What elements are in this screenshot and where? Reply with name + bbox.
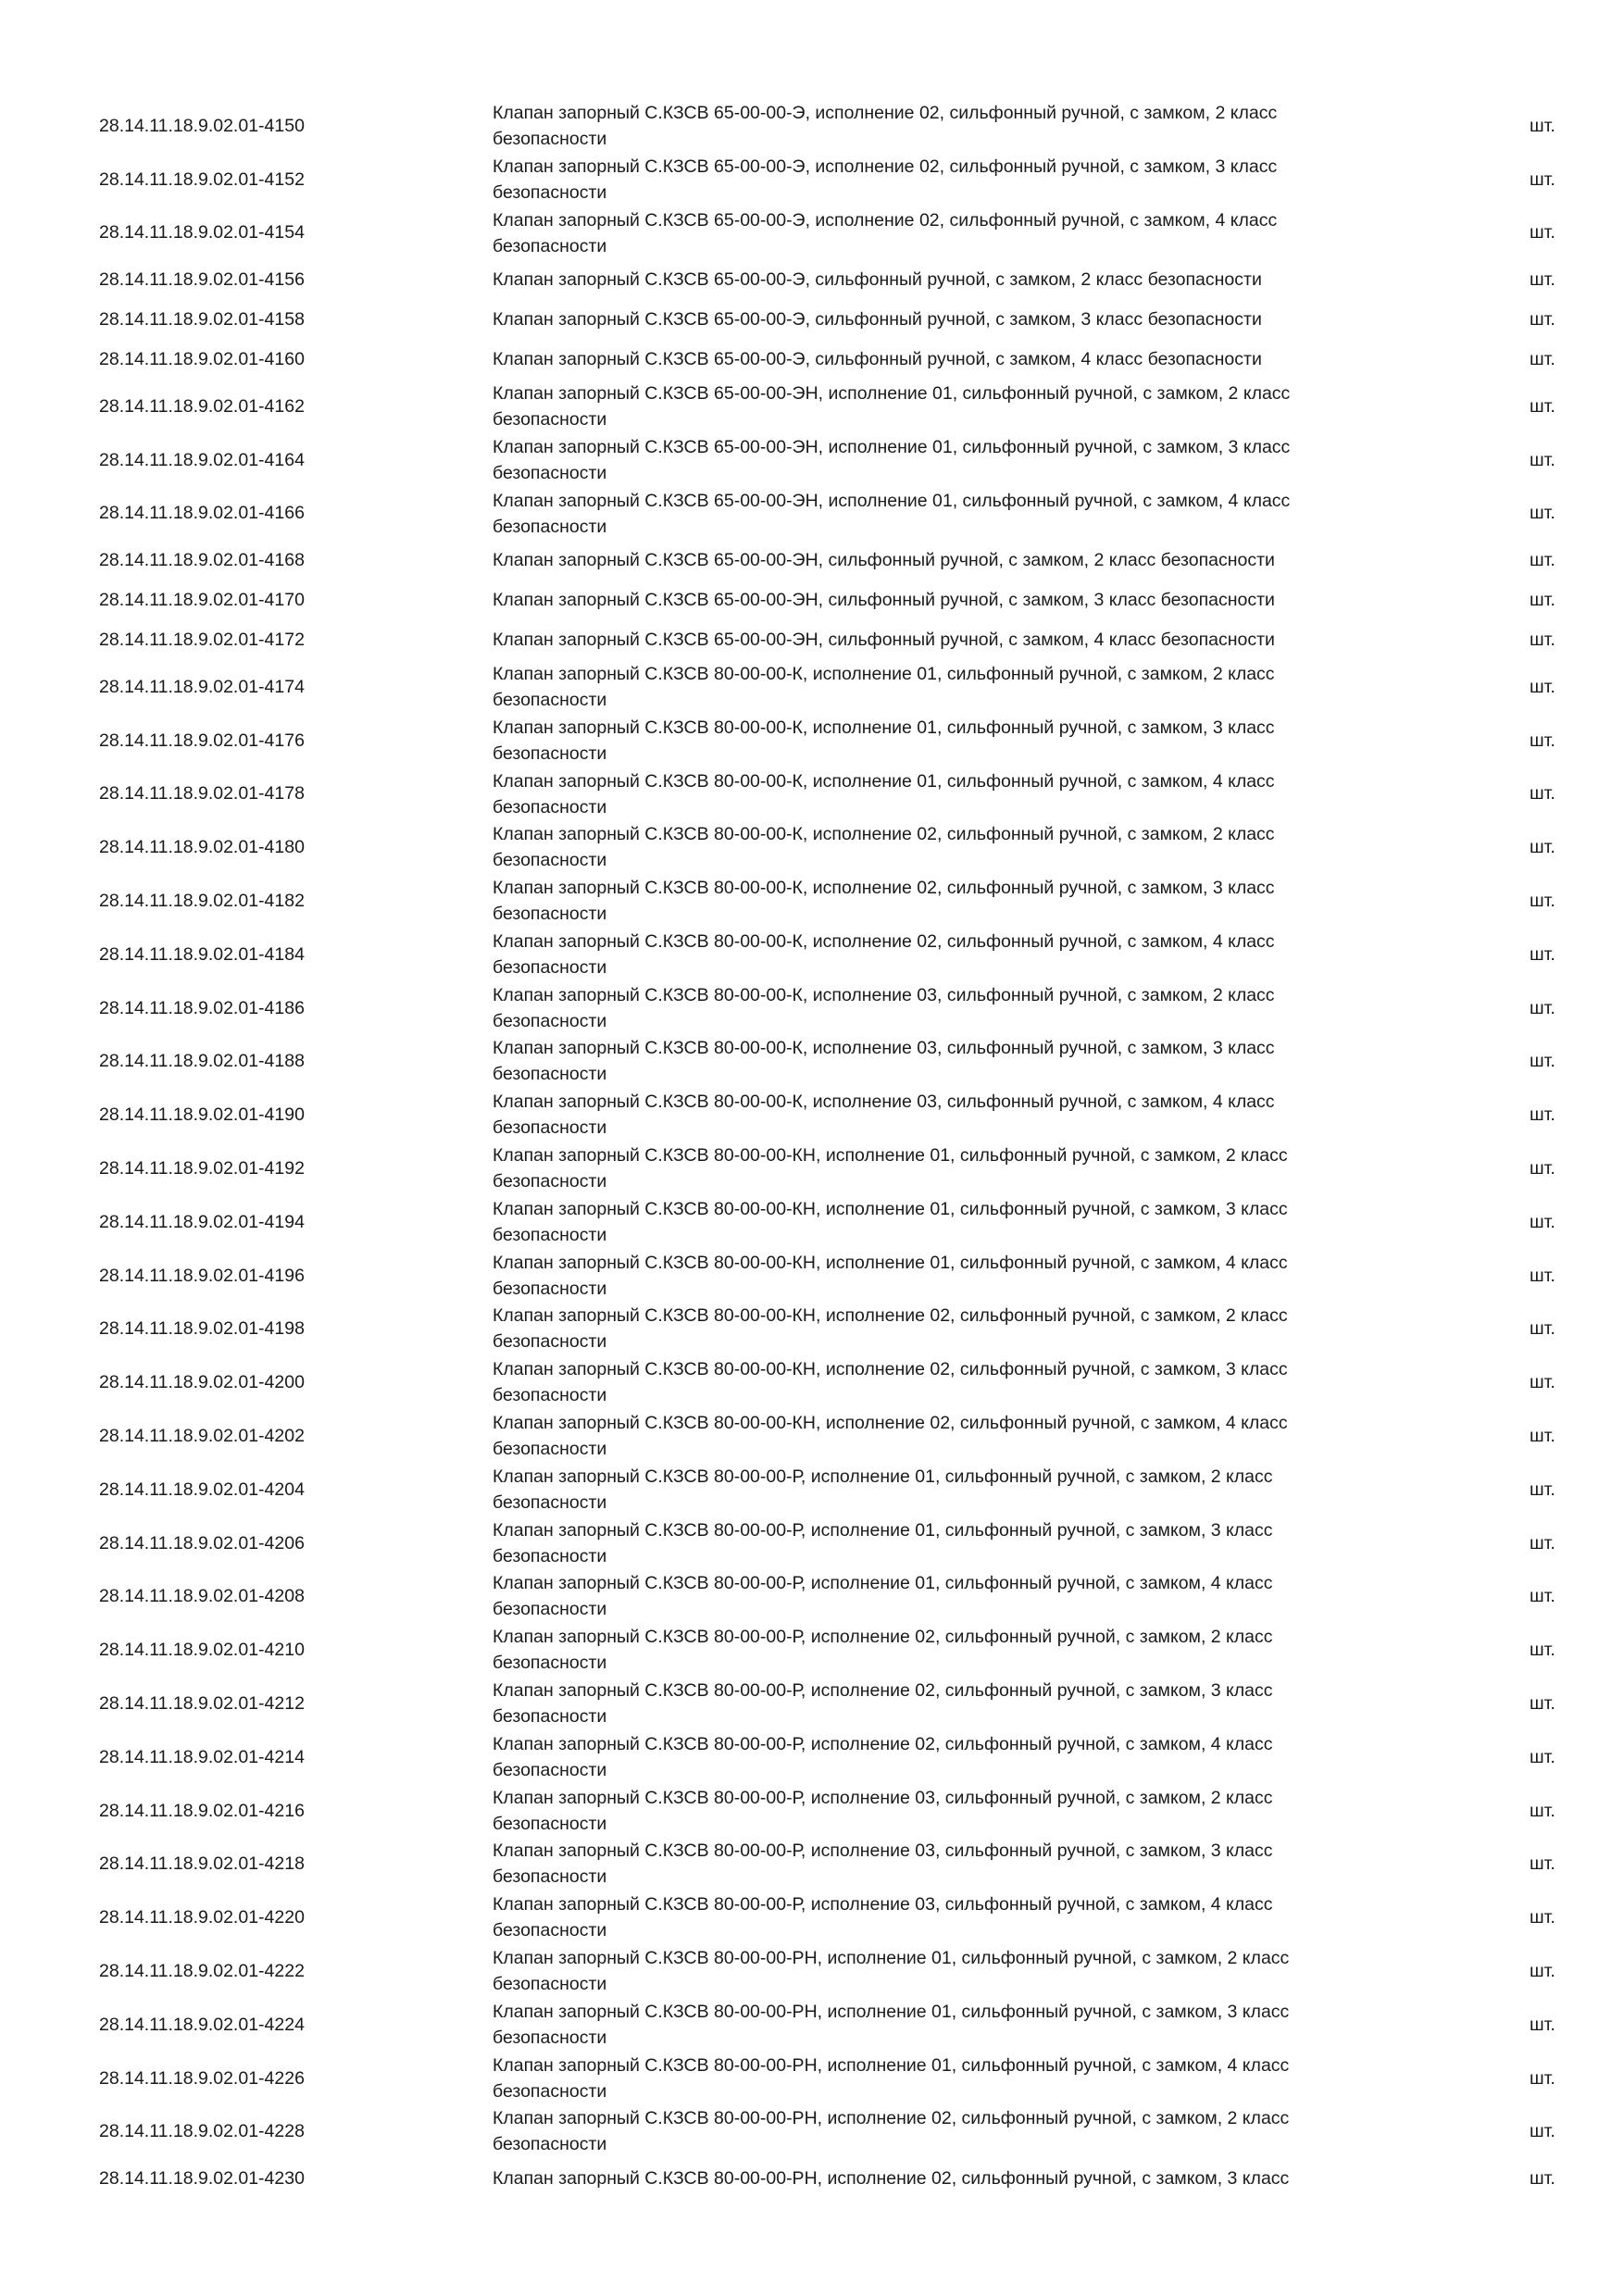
item-name-line: Клапан запорный С.КЗСВ 65-00-00-Э, сильфонный ручной, с замком, 2 класс безопасности: [493, 268, 1262, 290]
item-code: 28.14.11.18.9.02.01-4212: [99, 1692, 305, 1714]
item-unit: шт.: [1530, 449, 1555, 470]
item-name-line: Клапан запорный С.КЗСВ 80-00-00-РН, исполнение 01, сильфонный ручной, с замком, 4 класс: [493, 2054, 1290, 2076]
item-name: [493, 1945, 1409, 1997]
item-code: 28.14.11.18.9.02.01-4184: [99, 943, 305, 965]
item-name: [493, 1999, 1409, 2051]
item-name: [493, 587, 1409, 613]
item-name-line: Клапан запорный С.КЗСВ 80-00-00-Р, исполнение 02, сильфонный ручной, с замком, 4 класс: [493, 1733, 1273, 1754]
item-code: 28.14.11.18.9.02.01-4214: [99, 1746, 305, 1767]
item-name-line: Клапан запорный С.КЗСВ 80-00-00-РН, исполнение 01, сильфонный ручной, с замком, 3 класс: [493, 2001, 1290, 2022]
table-row: [0, 1463, 1624, 1516]
item-name: [493, 100, 1409, 152]
item-unit: шт.: [1530, 1692, 1555, 1714]
item-name-line: Клапан запорный С.КЗСВ 80-00-00-Р, исполнение 03, сильфонный ручной, с замком, 4 класс: [493, 1894, 1273, 1915]
item-name: [493, 1678, 1409, 1729]
item-name-line: Клапан запорный С.КЗСВ 80-00-00-К, исполнение 02, сильфонный ручной, с замком, 4 класс: [493, 930, 1275, 952]
item-unit: шт.: [1530, 630, 1555, 651]
item-name-line: Клапан запорный С.КЗСВ 65-00-00-Э, исполнение 02, сильфонный ручной, с замком, 3 класс: [493, 156, 1278, 177]
item-name: [493, 627, 1409, 653]
item-name-line: Клапан запорный С.КЗСВ 80-00-00-КН, исполнение 01, сильфонный ручной, с замком, 2 класс: [493, 1145, 1288, 1167]
item-name-line: Клапан запорный С.КЗСВ 80-00-00-КН, исполнение 02, сильфонный ручной, с замком, 3 класс: [493, 1359, 1288, 1380]
item-name-line: Клапан запорный С.КЗСВ 80-00-00-К, исполнение 02, сильфонный ручной, с замком, 2 класс: [493, 824, 1275, 845]
item-code: 28.14.11.18.9.02.01-4226: [99, 2067, 305, 2089]
item-unit: шт.: [1530, 2121, 1555, 2142]
item-name: [493, 1570, 1409, 1622]
item-code: 28.14.11.18.9.02.01-4180: [99, 837, 305, 858]
table-row: [0, 1730, 1624, 1784]
item-name: [493, 1891, 1409, 1943]
item-unit: шт.: [1530, 2167, 1555, 2189]
item-unit: шт.: [1530, 268, 1555, 290]
item-name-line: безопасности: [493, 1224, 607, 1245]
item-unit: шт.: [1530, 168, 1555, 190]
item-name-line: безопасности: [493, 129, 607, 149]
item-code: 28.14.11.18.9.02.01-4230: [99, 2167, 305, 2189]
item-unit: шт.: [1530, 890, 1555, 911]
item-name-line: безопасности: [493, 1439, 607, 1460]
item-name-line: безопасности: [493, 742, 607, 764]
item-name-line: Клапан запорный С.КЗСВ 80-00-00-К, исполнение 03, сильфонный ручной, с замком, 4 класс: [493, 1092, 1275, 1113]
item-name-line: безопасности: [493, 1064, 607, 1085]
item-code: 28.14.11.18.9.02.01-4224: [99, 2014, 305, 2035]
table-row: [0, 620, 1624, 660]
item-code: 28.14.11.18.9.02.01-4150: [99, 115, 305, 136]
item-name-line: Клапан запорный С.КЗСВ 65-00-00-Э, сильфонный ручной, с замком, 3 класс безопасности: [493, 309, 1262, 331]
item-code: 28.14.11.18.9.02.01-4166: [99, 503, 305, 524]
item-unit: шт.: [1530, 1907, 1555, 1928]
item-name-line: Клапан запорный С.КЗСВ 65-00-00-ЭН, исполнение 01, сильфонный ручной, с замком, 2 класс: [493, 382, 1291, 404]
item-unit: шт.: [1530, 115, 1555, 136]
item-code: 28.14.11.18.9.02.01-4154: [99, 222, 305, 243]
item-unit: шт.: [1530, 730, 1555, 751]
item-name-line: безопасности: [493, 462, 607, 483]
item-code: 28.14.11.18.9.02.01-4186: [99, 997, 305, 1018]
item-unit: шт.: [1530, 2014, 1555, 2035]
item-code: 28.14.11.18.9.02.01-4190: [99, 1104, 305, 1126]
table-row: [0, 1623, 1624, 1677]
table-row: [0, 580, 1624, 620]
item-name-line: безопасности: [493, 1706, 607, 1728]
item-name: [493, 1464, 1409, 1516]
item-name-line: безопасности: [493, 181, 607, 203]
item-unit: шт.: [1530, 2067, 1555, 2089]
item-name-line: безопасности: [493, 1813, 607, 1834]
item-code: 28.14.11.18.9.02.01-4168: [99, 549, 305, 570]
item-name: [493, 661, 1409, 713]
item-name: [493, 1410, 1409, 1462]
item-name-line: Клапан запорный С.КЗСВ 80-00-00-Р, исполнение 01, сильфонный ручной, с замком, 2 класс: [493, 1466, 1273, 1487]
item-name-line: безопасности: [493, 956, 607, 978]
item-name: [493, 154, 1409, 206]
item-code: 28.14.11.18.9.02.01-4216: [99, 1800, 305, 1821]
table-row: [0, 153, 1624, 206]
item-unit: шт.: [1530, 1479, 1555, 1500]
item-unit: шт.: [1530, 1640, 1555, 1661]
item-code: 28.14.11.18.9.02.01-4172: [99, 630, 305, 651]
table-row: [0, 714, 1624, 767]
table-row: [0, 874, 1624, 928]
item-name: [493, 346, 1409, 372]
table-row: [0, 1677, 1624, 1730]
item-name: [493, 1838, 1409, 1890]
item-unit: шт.: [1530, 997, 1555, 1018]
item-name-line: Клапан запорный С.КЗСВ 80-00-00-К, исполнение 03, сильфонный ручной, с замком, 3 класс: [493, 1038, 1275, 1059]
table-row: [0, 1998, 1624, 2052]
item-code: 28.14.11.18.9.02.01-4164: [99, 449, 305, 470]
item-unit: шт.: [1530, 1800, 1555, 1821]
table-row: [0, 1195, 1624, 1249]
item-name-line: безопасности: [493, 1920, 607, 1941]
item-name-line: Клапан запорный С.КЗСВ 80-00-00-Р, исполнение 02, сильфонный ручной, с замком, 2 класс: [493, 1627, 1273, 1648]
item-code: 28.14.11.18.9.02.01-4202: [99, 1425, 305, 1446]
item-name-line: безопасности: [493, 235, 607, 256]
table-row: [0, 487, 1624, 541]
item-code: 28.14.11.18.9.02.01-4192: [99, 1157, 305, 1179]
table-row: [0, 1302, 1624, 1355]
item-code: 28.14.11.18.9.02.01-4178: [99, 783, 305, 805]
item-name: [493, 1250, 1409, 1302]
item-code: 28.14.11.18.9.02.01-4156: [99, 268, 305, 290]
item-unit: шт.: [1530, 1265, 1555, 1286]
item-name-line: Клапан запорный С.КЗСВ 80-00-00-РН, исполнение 02, сильфонный ручной, с замком, 3 класс: [493, 2167, 1290, 2189]
table-row: [0, 1890, 1624, 1944]
item-unit: шт.: [1530, 590, 1555, 611]
item-code: 28.14.11.18.9.02.01-4204: [99, 1479, 305, 1500]
table-row: [0, 540, 1624, 580]
item-name-line: Клапан запорный С.КЗСВ 80-00-00-КН, исполнение 02, сильфонный ручной, с замком, 2 класс: [493, 1305, 1288, 1327]
item-unit: шт.: [1530, 1586, 1555, 1607]
item-name-line: Клапан запорный С.КЗСВ 80-00-00-РН, исполнение 02, сильфонный ручной, с замком, 2 класс: [493, 2108, 1290, 2129]
item-name-line: Клапан запорный С.КЗСВ 80-00-00-Р, исполнение 03, сильфонный ручной, с замком, 3 класс: [493, 1841, 1273, 1862]
item-name: [493, 547, 1409, 573]
table-row: [0, 340, 1624, 380]
item-name-line: Клапан запорный С.КЗСВ 65-00-00-ЭН, сильфонный ручной, с замком, 2 класс безопасности: [493, 549, 1275, 570]
item-name-line: безопасности: [493, 1331, 607, 1353]
item-code: 28.14.11.18.9.02.01-4206: [99, 1532, 305, 1554]
table-row: [0, 981, 1624, 1035]
table-row: [0, 99, 1624, 153]
item-name-line: безопасности: [493, 516, 607, 537]
item-name-line: Клапан запорный С.КЗСВ 80-00-00-КН, исполнение 01, сильфонный ручной, с замком, 3 класс: [493, 1198, 1288, 1219]
item-name: [493, 2165, 1409, 2191]
item-name-line: безопасности: [493, 1010, 607, 1031]
item-unit: шт.: [1530, 349, 1555, 370]
price-list-table: [0, 99, 1624, 2198]
table-row: [0, 380, 1624, 433]
item-unit: шт.: [1530, 309, 1555, 331]
table-row: [0, 433, 1624, 487]
item-name-line: Клапан запорный С.КЗСВ 65-00-00-ЭН, сильфонный ручной, с замком, 4 класс безопасности: [493, 630, 1275, 651]
item-unit: шт.: [1530, 1051, 1555, 1072]
item-name-line: безопасности: [493, 1759, 607, 1780]
item-name-line: Клапан запорный С.КЗСВ 65-00-00-ЭН, сильфонный ручной, с замком, 3 класс безопасности: [493, 590, 1275, 611]
table-row: [0, 1249, 1624, 1303]
item-name: [493, 381, 1409, 432]
item-name: [493, 1089, 1409, 1141]
item-unit: шт.: [1530, 1211, 1555, 1232]
item-name: [493, 768, 1409, 820]
item-name: [493, 821, 1409, 873]
item-name: [493, 1624, 1409, 1676]
item-name: [493, 982, 1409, 1034]
table-row: [0, 1944, 1624, 1998]
item-name-line: Клапан запорный С.КЗСВ 80-00-00-К, исполнение 03, сильфонный ручной, с замком, 2 класс: [493, 984, 1275, 1005]
item-name-line: Клапан запорный С.КЗСВ 80-00-00-Р, исполнение 01, сильфонный ручной, с замком, 4 класс: [493, 1573, 1273, 1594]
item-code: 28.14.11.18.9.02.01-4174: [99, 676, 305, 697]
item-unit: шт.: [1530, 676, 1555, 697]
table-row: [0, 1355, 1624, 1409]
item-name-line: безопасности: [493, 689, 607, 710]
item-name-line: Клапан запорный С.КЗСВ 65-00-00-Э, сильфонный ручной, с замком, 4 класс безопасности: [493, 349, 1262, 370]
table-row: [0, 206, 1624, 260]
item-name: [493, 929, 1409, 980]
item-code: 28.14.11.18.9.02.01-4162: [99, 395, 305, 417]
item-name-line: Клапан запорный С.КЗСВ 65-00-00-ЭН, исполнение 01, сильфонный ручной, с замком, 4 класс: [493, 490, 1291, 511]
item-name-line: безопасности: [493, 850, 607, 871]
table-row: [0, 1784, 1624, 1838]
table-row: [0, 300, 1624, 340]
item-code: 28.14.11.18.9.02.01-4208: [99, 1586, 305, 1607]
item-name-line: Клапан запорный С.КЗСВ 80-00-00-К, исполнение 01, сильфонный ручной, с замком, 2 класс: [493, 663, 1275, 684]
item-unit: шт.: [1530, 783, 1555, 805]
item-name: [493, 1142, 1409, 1194]
item-unit: шт.: [1530, 1104, 1555, 1126]
item-name-line: Клапан запорный С.КЗСВ 65-00-00-Э, исполнение 02, сильфонный ручной, с замком, 2 класс: [493, 103, 1278, 123]
table-row: [0, 2158, 1624, 2198]
item-unit: шт.: [1530, 943, 1555, 965]
item-unit: шт.: [1530, 1318, 1555, 1340]
item-unit: шт.: [1530, 1746, 1555, 1767]
item-unit: шт.: [1530, 1372, 1555, 1393]
item-code: 28.14.11.18.9.02.01-4222: [99, 1960, 305, 1981]
table-row: [0, 928, 1624, 981]
table-row: [0, 1516, 1624, 1570]
item-code: 28.14.11.18.9.02.01-4194: [99, 1211, 305, 1232]
table-row: [0, 259, 1624, 299]
item-name: [493, 875, 1409, 927]
item-unit: шт.: [1530, 1532, 1555, 1554]
item-name-line: Клапан запорный С.КЗСВ 80-00-00-Р, исполнение 02, сильфонный ручной, с замком, 3 класс: [493, 1680, 1273, 1702]
item-name: [493, 207, 1409, 259]
item-unit: шт.: [1530, 1425, 1555, 1446]
item-code: 28.14.11.18.9.02.01-4210: [99, 1640, 305, 1661]
item-name-line: безопасности: [493, 1117, 607, 1139]
item-name-line: безопасности: [493, 408, 607, 430]
item-name: [493, 1356, 1409, 1408]
item-name-line: Клапан запорный С.КЗСВ 80-00-00-КН, исполнение 01, сильфонный ручной, с замком, 4 класс: [493, 1252, 1288, 1273]
item-code: 28.14.11.18.9.02.01-4200: [99, 1372, 305, 1393]
item-name-line: безопасности: [493, 2134, 607, 2155]
item-name-line: безопасности: [493, 2080, 607, 2102]
item-name-line: Клапан запорный С.КЗСВ 80-00-00-Р, исполнение 03, сильфонный ручной, с замком, 2 класс: [493, 1787, 1273, 1808]
item-code: 28.14.11.18.9.02.01-4218: [99, 1853, 305, 1875]
item-name-line: Клапан запорный С.КЗСВ 80-00-00-Р, исполнение 01, сильфонный ручной, с замком, 3 класс: [493, 1519, 1273, 1541]
item-name: [493, 267, 1409, 293]
item-code: 28.14.11.18.9.02.01-4228: [99, 2121, 305, 2142]
item-name: [493, 2105, 1409, 2157]
table-row: [0, 1088, 1624, 1142]
table-row: [0, 820, 1624, 874]
table-row: [0, 1034, 1624, 1088]
item-name-line: безопасности: [493, 1974, 607, 1995]
item-code: 28.14.11.18.9.02.01-4176: [99, 730, 305, 751]
item-name-line: Клапан запорный С.КЗСВ 65-00-00-ЭН, исполнение 01, сильфонный ручной, с замком, 3 класс: [493, 436, 1291, 457]
item-name-line: безопасности: [493, 1599, 607, 1620]
item-name-line: безопасности: [493, 1866, 607, 1888]
table-row: [0, 1837, 1624, 1890]
table-row: [0, 2052, 1624, 2105]
table-row: [0, 1569, 1624, 1623]
item-unit: шт.: [1530, 1157, 1555, 1179]
item-name-line: Клапан запорный С.КЗСВ 80-00-00-К, исполнение 01, сильфонный ручной, с замком, 3 класс: [493, 717, 1275, 738]
item-code: 28.14.11.18.9.02.01-4198: [99, 1318, 305, 1340]
item-code: 28.14.11.18.9.02.01-4160: [99, 349, 305, 370]
item-code: 28.14.11.18.9.02.01-4196: [99, 1265, 305, 1286]
item-unit: шт.: [1530, 1960, 1555, 1981]
item-unit: шт.: [1530, 503, 1555, 524]
item-unit: шт.: [1530, 222, 1555, 243]
table-row: [0, 1409, 1624, 1463]
item-name-line: Клапан запорный С.КЗСВ 80-00-00-К, исполнение 01, сильфонный ручной, с замком, 4 класс: [493, 770, 1275, 792]
item-name: [493, 1196, 1409, 1248]
item-name-line: безопасности: [493, 1171, 607, 1192]
item-name-line: Клапан запорный С.КЗСВ 80-00-00-РН, исполнение 01, сильфонный ручной, с замком, 2 класс: [493, 1948, 1290, 1969]
item-name: [493, 434, 1409, 486]
item-name-line: безопасности: [493, 1545, 607, 1566]
item-name: [493, 1517, 1409, 1569]
item-name-line: Клапан запорный С.КЗСВ 80-00-00-КН, исполнение 02, сильфонный ручной, с замком, 4 класс: [493, 1413, 1288, 1434]
item-name-line: безопасности: [493, 796, 607, 817]
item-code: 28.14.11.18.9.02.01-4170: [99, 590, 305, 611]
item-name-line: Клапан запорный С.КЗСВ 65-00-00-Э, исполнение 02, сильфонный ручной, с замком, 4 класс: [493, 209, 1278, 231]
item-name-line: безопасности: [493, 1491, 607, 1513]
item-code: 28.14.11.18.9.02.01-4220: [99, 1907, 305, 1928]
item-unit: шт.: [1530, 1853, 1555, 1875]
item-name: [493, 1035, 1409, 1087]
item-name-line: безопасности: [493, 904, 607, 925]
item-name: [493, 1731, 1409, 1783]
item-name-line: безопасности: [493, 1385, 607, 1406]
table-row: [0, 1142, 1624, 1195]
item-name-line: Клапан запорный С.КЗСВ 80-00-00-К, исполнение 02, сильфонный ручной, с замком, 3 класс: [493, 878, 1275, 899]
table-row: [0, 767, 1624, 821]
item-code: 28.14.11.18.9.02.01-4158: [99, 309, 305, 331]
item-name: [493, 1303, 1409, 1354]
item-name: [493, 306, 1409, 332]
item-name: [493, 1785, 1409, 1837]
table-row: [0, 660, 1624, 714]
item-unit: шт.: [1530, 549, 1555, 570]
item-unit: шт.: [1530, 837, 1555, 858]
item-code: 28.14.11.18.9.02.01-4188: [99, 1051, 305, 1072]
item-name-line: безопасности: [493, 1278, 607, 1299]
item-unit: шт.: [1530, 395, 1555, 417]
item-name: [493, 715, 1409, 767]
item-name-line: безопасности: [493, 2027, 607, 2048]
item-code: 28.14.11.18.9.02.01-4182: [99, 890, 305, 911]
item-name: [493, 2053, 1409, 2104]
item-name-line: безопасности: [493, 1653, 607, 1674]
table-row: [0, 2104, 1624, 2158]
item-name: [493, 488, 1409, 540]
item-code: 28.14.11.18.9.02.01-4152: [99, 168, 305, 190]
